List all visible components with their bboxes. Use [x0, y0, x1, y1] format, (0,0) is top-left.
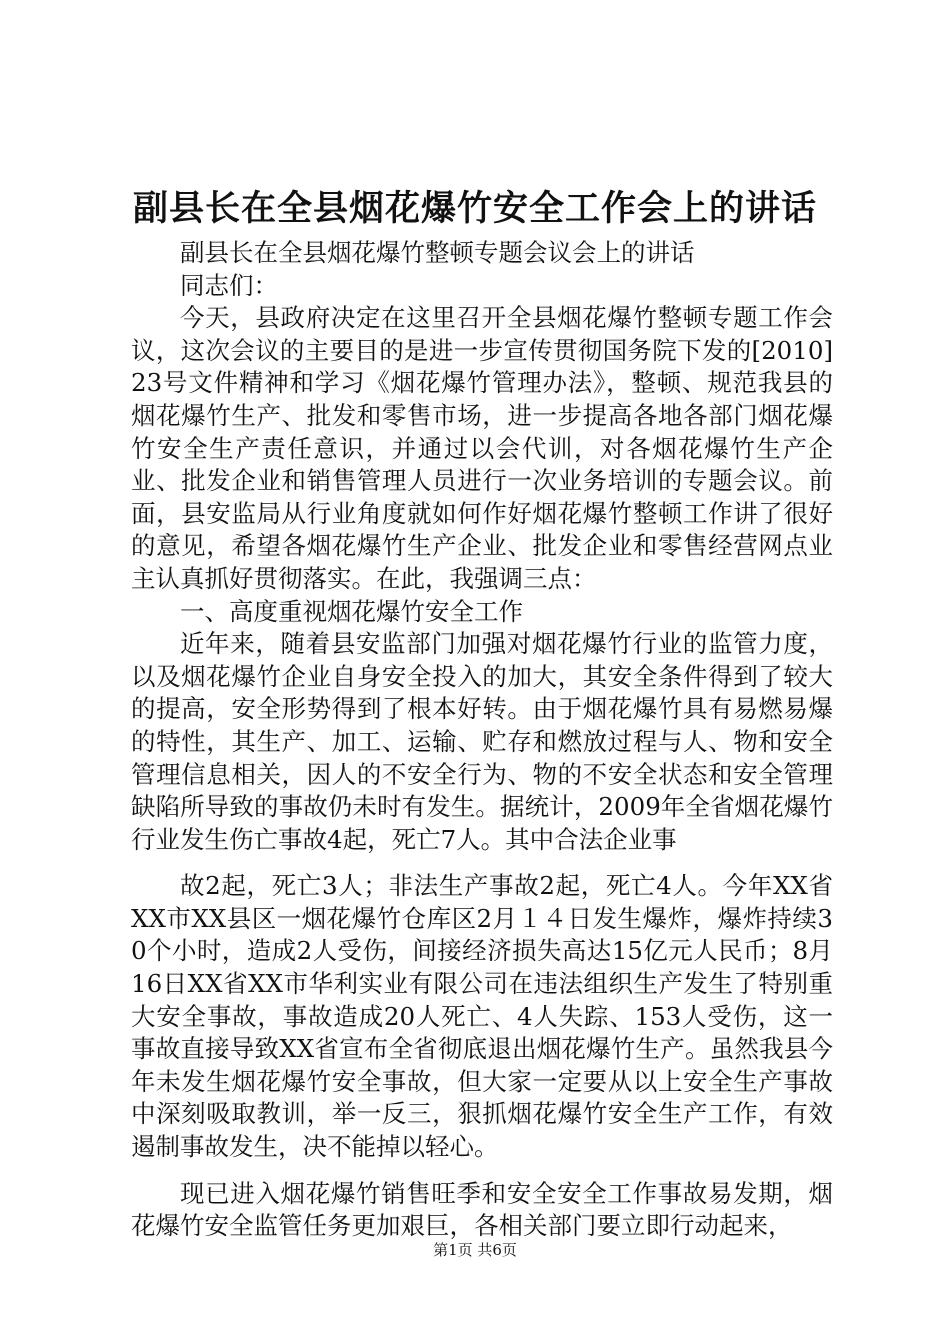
- paragraph-accidents: 故2起，死亡3人；非法生产事故2起，死亡4人。今年XX省XX市XX县区一烟花爆竹仓库区2月１４日发生爆炸，爆炸持续30个小时，造成2人受伤，间接经济损失高达15亿元人民币；8月16日XX省XX市华利实业有限公司在违法组织生产发生了特别重大安全事故，事故造成20人死亡、4人失踪、153人受伤，这一事故直接导致XX省宣布全省彻底退出烟花爆竹生产。虽然我县今年未发生烟花爆竹安全事故，但大家一定要从以上安全生产事故中深刻吸取教训，举一反三，狠抓烟花爆竹安全生产工作，有效遏制事故发生，决不能掉以轻心。: [131, 871, 833, 1162]
- paragraph-situation: 近年来，随着县安监部门加强对烟花爆竹行业的监管力度，以及烟花爆竹企业自身安全投入的加大，其安全条件得到了较大的提高，安全形势得到了根本好转。由于烟花爆竹具有易燃易爆的特性，其生产、加工、运输、贮存和燃放过程与人、物和安全管理信息相关，因人的不安全行为、物的不安全状态和安全管理缺陷所导致的事故仍未时有发生。据统计，2009年全省烟花爆竹行业发生伤亡事故4起，死亡7人。其中合法企业事: [131, 629, 833, 854]
- document-body: [131, 237, 833, 1243]
- salutation: 同志们：: [180, 270, 278, 300]
- section-heading-1: 一、高度重视烟花爆竹安全工作: [180, 596, 523, 626]
- page-number-footer: 第1页 共6页: [433, 1241, 517, 1259]
- paragraph-intro: 今天，县政府决定在这里召开全县烟花爆竹整顿专题工作会议，这次会议的主要目的是进一步宣传贯彻国务院下发的[2010]23号文件精神和学习《烟花爆竹管理办法》，整顿、规范我县的烟花爆竹生产、批发和零售市场，进一步提高各地各部门烟花爆竹安全生产责任意识，并通过以会代训，对各烟花爆竹生产企业、批发企业和销售管理人员进行一次业务培训的专题会议。前面，县安监局从行业角度就如何作好烟花爆竹整顿工作讲了很好的意见，希望各烟花爆竹生产企业、批发企业和零售经营网点业主认真抓好贯彻落实。在此，我强调三点：: [131, 303, 833, 593]
- speech-subtitle: 副县长在全县烟花爆竹整顿专题会议会上的讲话: [180, 238, 695, 267]
- document-title: 副县长在全县烟花爆竹安全工作会上的讲话: [132, 188, 817, 229]
- paragraph-season: 现已进入烟花爆竹销售旺季和安全安全工作事故易发期，烟花爆竹安全监管任务更加艰巨，各相关部门要立即行动起来，: [131, 1178, 833, 1241]
